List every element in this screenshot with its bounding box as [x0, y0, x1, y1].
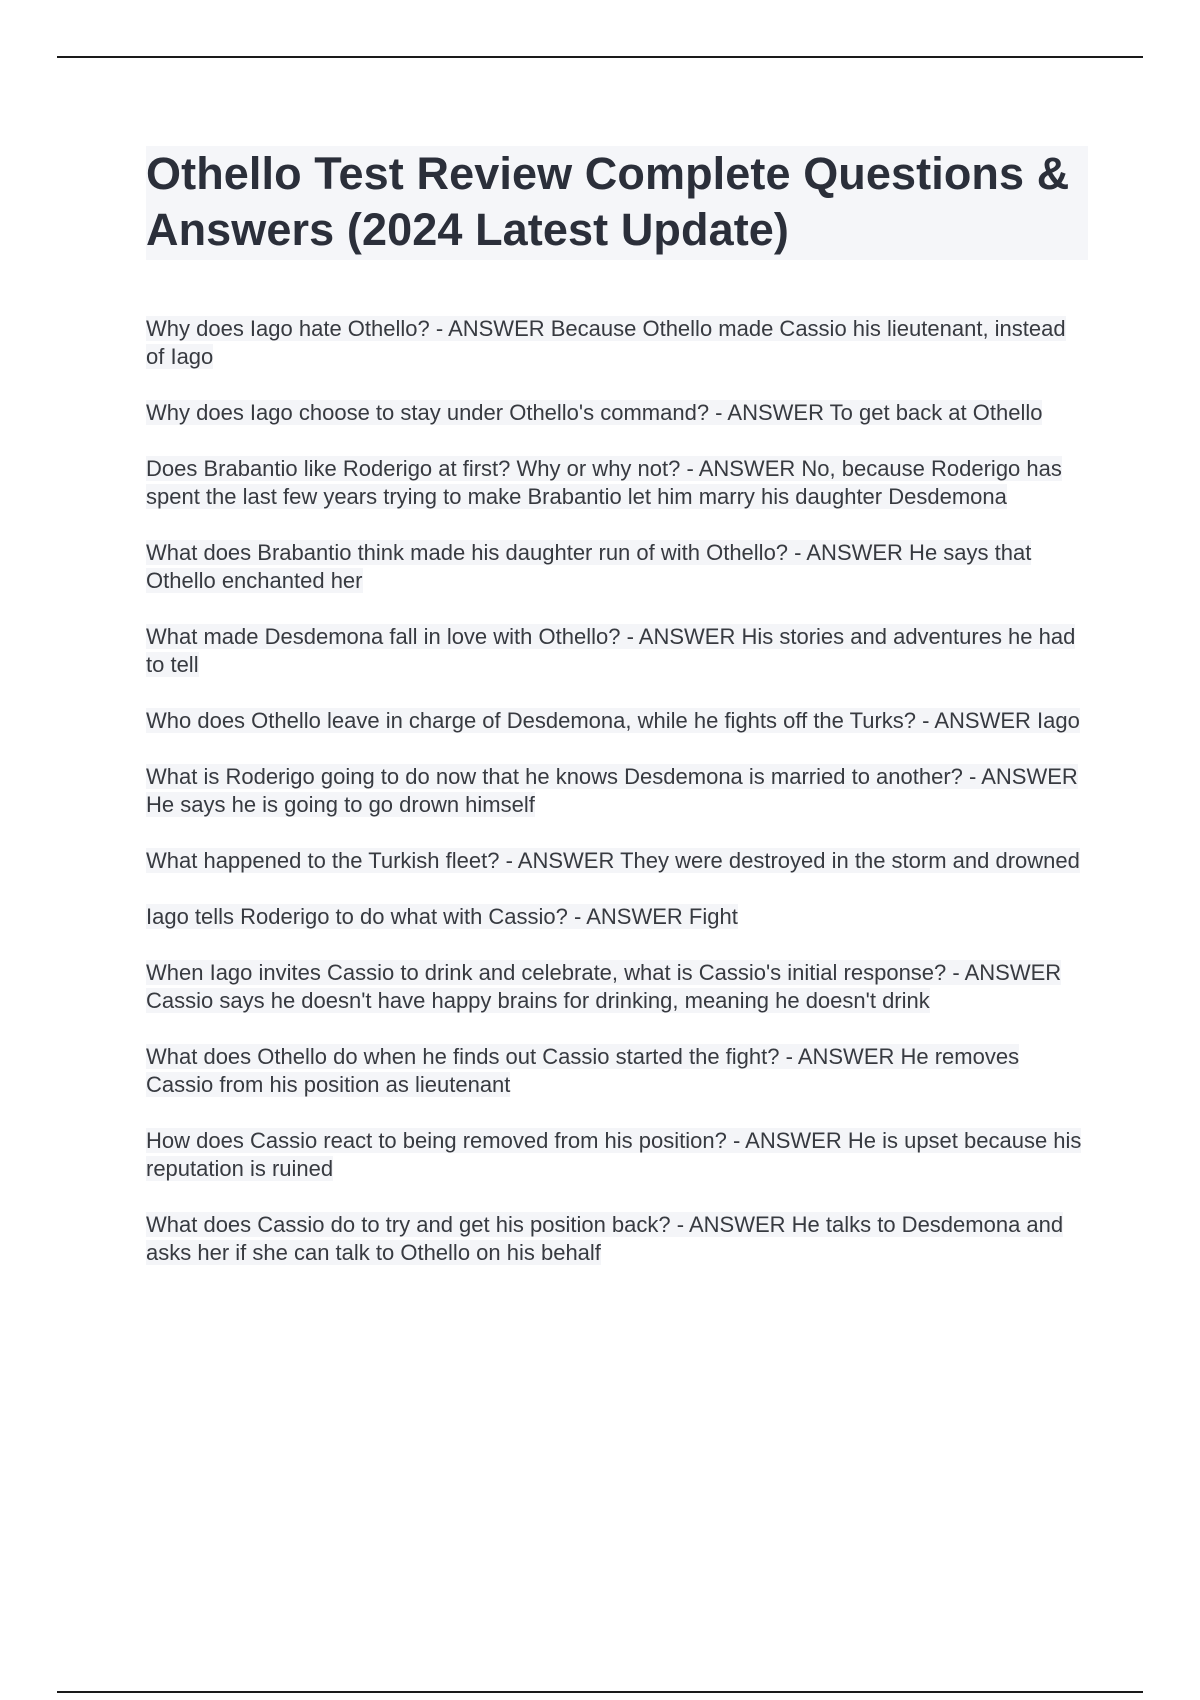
- qa-text: What does Brabantio think made his daughter run of with Othello? - ANSWER He says that Othello enchanted her: [146, 540, 1032, 593]
- qa-text: What does Cassio do to try and get his position back? - ANSWER He talks to Desdemona and asks her if she can talk to Othello on his behalf: [146, 1212, 1064, 1265]
- bottom-rule: [57, 1691, 1143, 1693]
- qa-item: [146, 1043, 1088, 1099]
- qa-item: [146, 455, 1088, 511]
- qa-item: [146, 315, 1088, 371]
- document-title: Othello Test Review Complete Questions & Answers (2024 Latest Update): [146, 146, 1088, 260]
- qa-text: What is Roderigo going to do now that he knows Desdemona is married to another? - ANSWER He says he is going to go drown himself: [146, 764, 1078, 817]
- qa-item: [146, 847, 1088, 875]
- qa-text: Does Brabantio like Roderigo at first? Why or why not? - ANSWER No, because Roderigo has spent the last few years trying to make Brabantio let him marry his daughter Desdemona: [146, 456, 1062, 509]
- qa-text: When Iago invites Cassio to drink and celebrate, what is Cassio's initial response? - ANSWER Cassio says he doesn't have happy brains for drinking, meaning he doesn't drink: [146, 960, 1062, 1013]
- top-rule: [57, 56, 1143, 58]
- qa-text: Who does Othello leave in charge of Desdemona, while he fights off the Turks? - ANSWER Iago: [146, 708, 1080, 733]
- qa-item: [146, 1127, 1088, 1183]
- qa-text: What happened to the Turkish fleet? - ANSWER They were destroyed in the storm and drowned: [146, 848, 1080, 873]
- qa-item: [146, 1211, 1088, 1267]
- document-body: [146, 146, 1088, 1295]
- qa-item: [146, 539, 1088, 595]
- qa-item: [146, 707, 1088, 735]
- qa-list: [146, 315, 1088, 1267]
- qa-text: Iago tells Roderigo to do what with Cassio? - ANSWER Fight: [146, 904, 738, 929]
- qa-item: [146, 623, 1088, 679]
- qa-text: What made Desdemona fall in love with Othello? - ANSWER His stories and adventures he had to tell: [146, 624, 1076, 677]
- qa-item: [146, 763, 1088, 819]
- qa-text: Why does Iago hate Othello? - ANSWER Because Othello made Cassio his lieutenant, instead of Iago: [146, 316, 1066, 369]
- qa-text: Why does Iago choose to stay under Othello's command? - ANSWER To get back at Othello: [146, 400, 1043, 425]
- qa-text: How does Cassio react to being removed from his position? - ANSWER He is upset because his reputation is ruined: [146, 1128, 1082, 1181]
- qa-item: [146, 903, 1088, 931]
- qa-item: [146, 399, 1088, 427]
- qa-text: What does Othello do when he finds out Cassio started the fight? - ANSWER He removes Cassio from his position as lieutenant: [146, 1044, 1020, 1097]
- qa-item: [146, 959, 1088, 1015]
